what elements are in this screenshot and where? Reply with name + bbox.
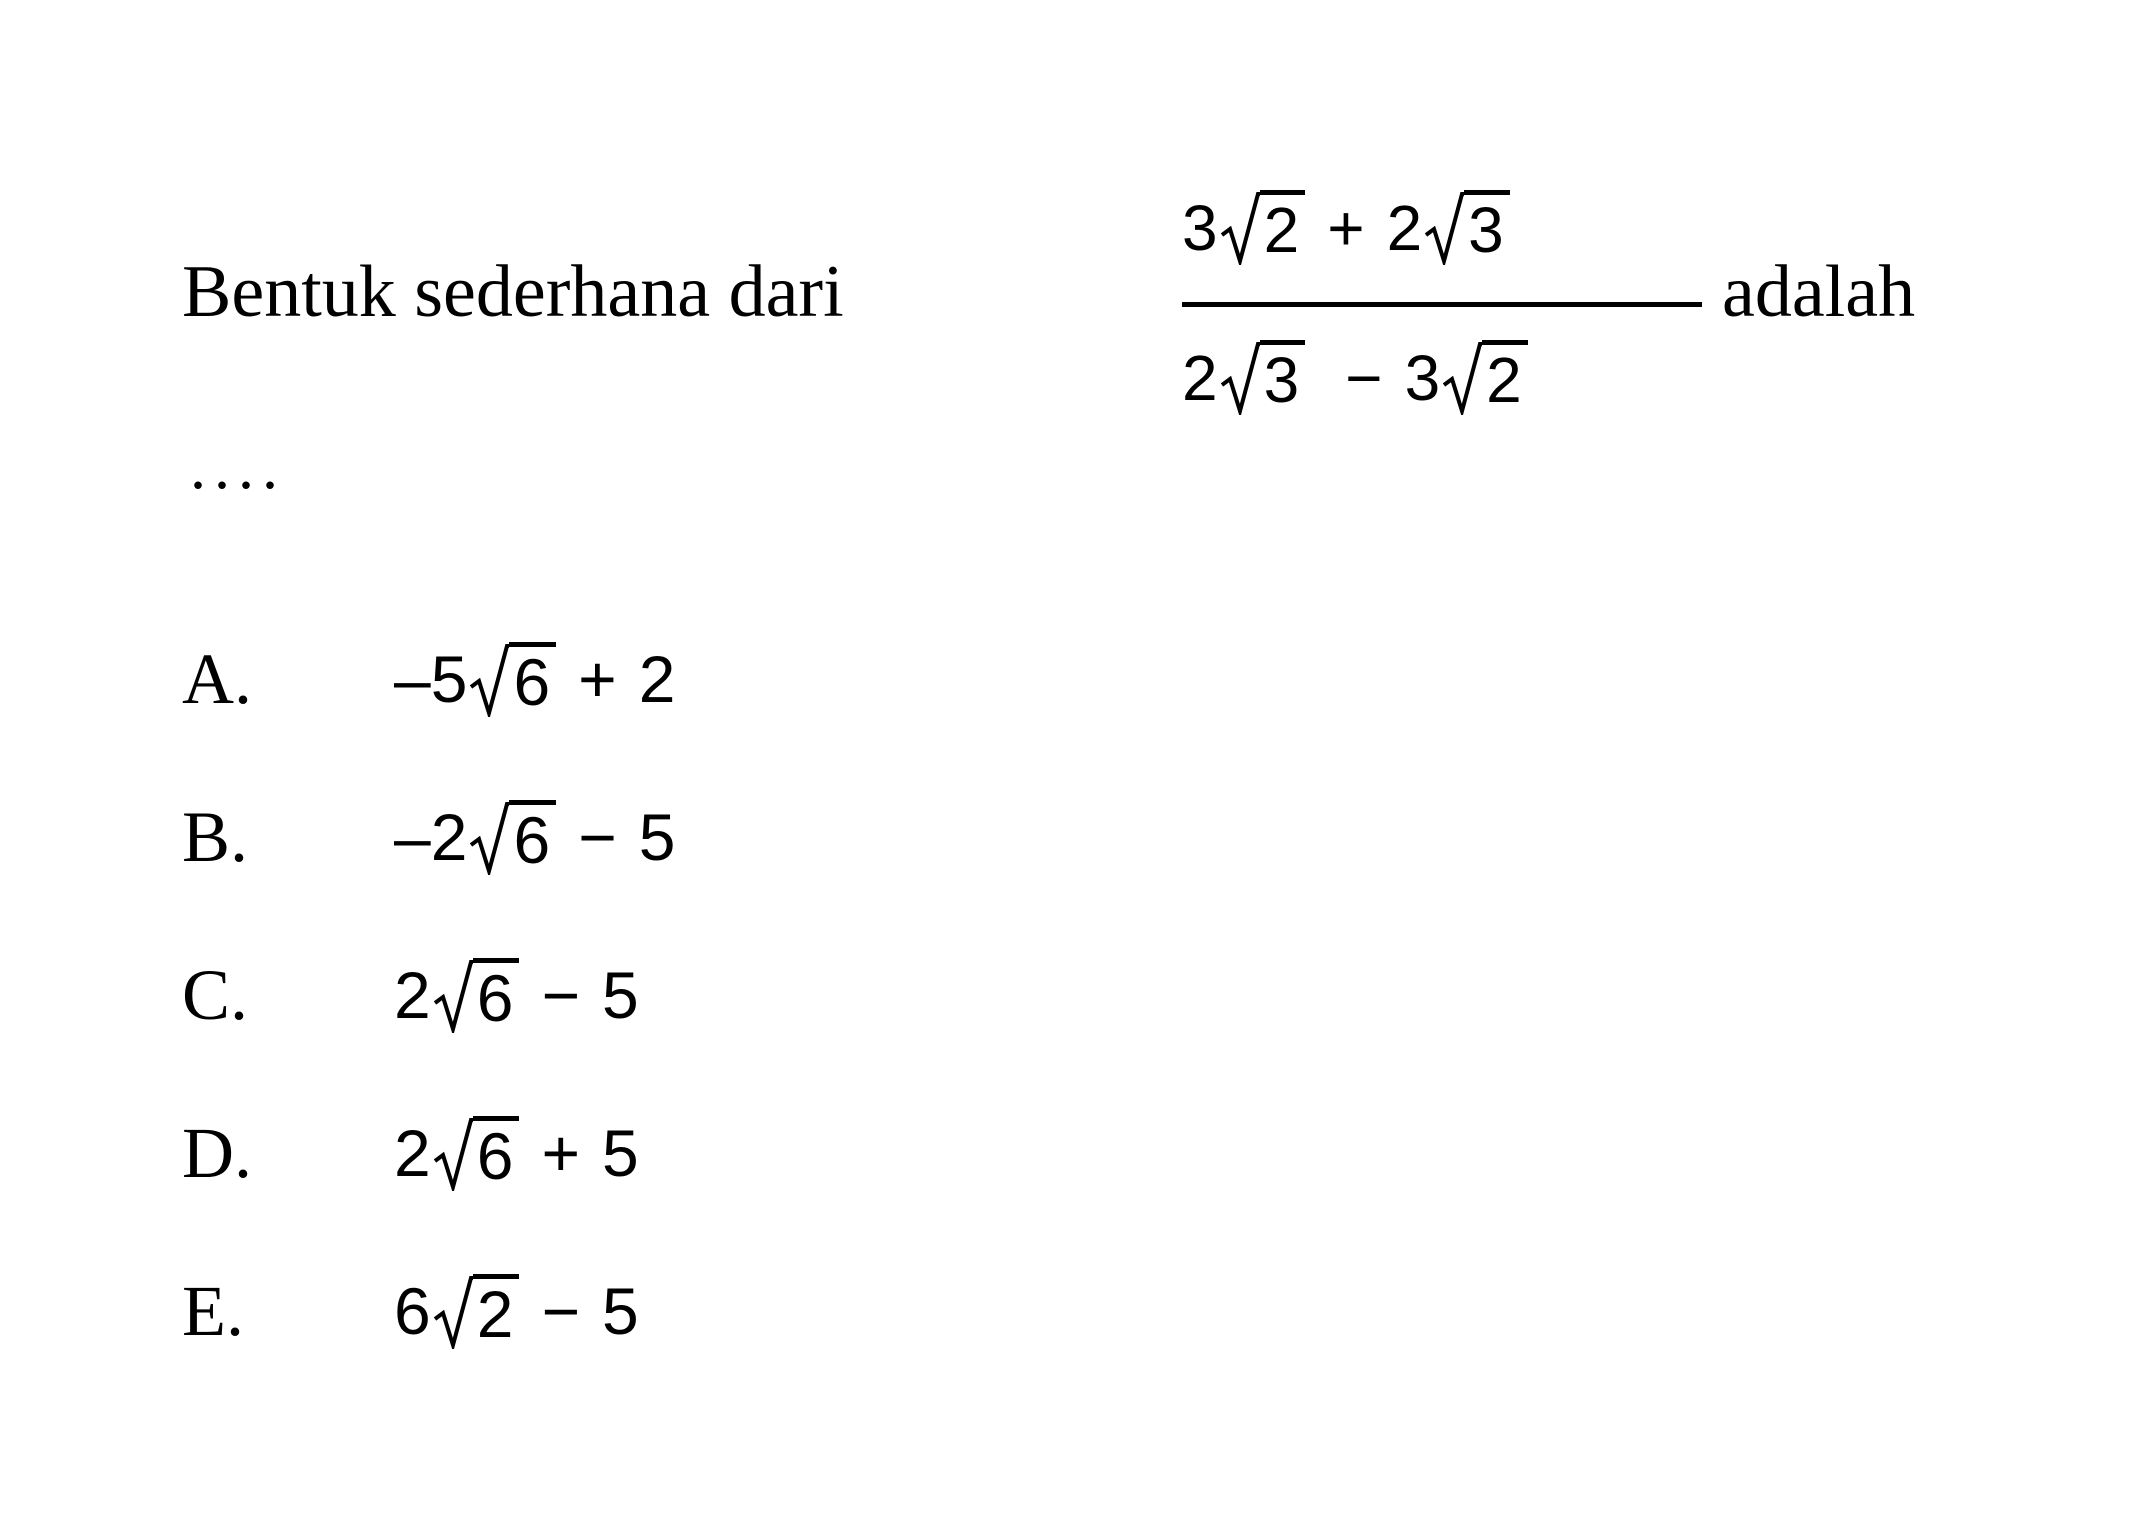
- fraction-denominator: [1182, 340, 1702, 415]
- option-coef: 5: [430, 642, 468, 716]
- fraction: [1182, 190, 1702, 450]
- option-expression: [394, 799, 675, 875]
- option-constant: 5: [601, 1274, 639, 1348]
- option-sqrt: [433, 958, 520, 1033]
- option-expression: [394, 1115, 639, 1191]
- radical-sign-icon: [1220, 341, 1260, 415]
- option-expression: [394, 641, 675, 717]
- option-coef: 2: [430, 800, 468, 874]
- num-operator: +: [1327, 192, 1365, 264]
- num-term2-sqrt: [1424, 190, 1510, 265]
- option-letter: E.: [182, 1270, 244, 1351]
- answer-options: [182, 600, 1382, 1390]
- option-constant: 5: [601, 1116, 639, 1190]
- option-sign: –: [394, 642, 431, 716]
- option-letter: B.: [182, 796, 249, 877]
- question-prefix: Bentuk sederhana dari: [182, 251, 844, 333]
- question: [182, 190, 2082, 440]
- question-ellipsis: ....: [190, 431, 286, 502]
- radical-sign-icon: [1220, 191, 1260, 265]
- num-term2-coef: 2: [1386, 192, 1423, 264]
- option-letter: A.: [182, 638, 252, 719]
- option-operator: −: [541, 958, 580, 1032]
- den-term1-coef: 2: [1182, 342, 1218, 414]
- option-radicand: 6: [509, 800, 556, 875]
- den-term2-sqrt: [1442, 340, 1528, 415]
- option-c[interactable]: [182, 916, 1382, 1074]
- num-term2-radicand: 3: [1464, 190, 1510, 265]
- den-term2-radicand: 2: [1482, 340, 1528, 415]
- option-operator: −: [541, 1274, 580, 1348]
- fraction-bar: [1182, 302, 1702, 307]
- option-radicand: 2: [473, 1274, 520, 1349]
- radical-sign-icon: [433, 959, 473, 1033]
- num-term1-radicand: 2: [1260, 190, 1306, 265]
- radical-sign-icon: [1424, 191, 1464, 265]
- radical-sign-icon: [433, 1275, 473, 1349]
- option-radicand: 6: [473, 958, 520, 1033]
- option-letter: C.: [182, 954, 249, 1035]
- option-sqrt: [433, 1116, 520, 1191]
- option-d[interactable]: [182, 1074, 1382, 1232]
- option-constant: 2: [638, 642, 676, 716]
- den-term2-coef: 3: [1404, 342, 1441, 414]
- den-term1-sqrt: [1220, 340, 1306, 415]
- option-e[interactable]: [182, 1232, 1382, 1390]
- option-constant: 5: [638, 800, 676, 874]
- option-sign: –: [394, 800, 431, 874]
- option-coef: 2: [394, 1116, 431, 1190]
- option-expression: [394, 1273, 639, 1349]
- option-operator: +: [578, 642, 617, 716]
- radical-sign-icon: [1442, 341, 1482, 415]
- option-sqrt: [469, 800, 556, 875]
- num-term1-coef: 3: [1182, 192, 1218, 264]
- option-coef: 2: [394, 958, 431, 1032]
- question-suffix: adalah: [1722, 251, 1916, 333]
- option-radicand: 6: [473, 1116, 520, 1191]
- radical-sign-icon: [433, 1117, 473, 1191]
- num-term1-sqrt: [1220, 190, 1306, 265]
- option-a[interactable]: [182, 600, 1382, 758]
- option-operator: +: [541, 1116, 580, 1190]
- option-constant: 5: [601, 958, 639, 1032]
- option-expression: [394, 957, 639, 1033]
- den-operator: −: [1345, 342, 1383, 414]
- fraction-numerator: [1182, 190, 1702, 265]
- option-sqrt: [433, 1274, 520, 1349]
- radical-sign-icon: [469, 801, 509, 875]
- option-radicand: 6: [509, 642, 556, 717]
- option-operator: −: [578, 800, 617, 874]
- option-letter: D.: [182, 1112, 252, 1193]
- option-coef: 6: [394, 1274, 431, 1348]
- radical-sign-icon: [469, 643, 509, 717]
- option-sqrt: [469, 642, 556, 717]
- den-term1-radicand: 3: [1260, 340, 1306, 415]
- option-b[interactable]: [182, 758, 1382, 916]
